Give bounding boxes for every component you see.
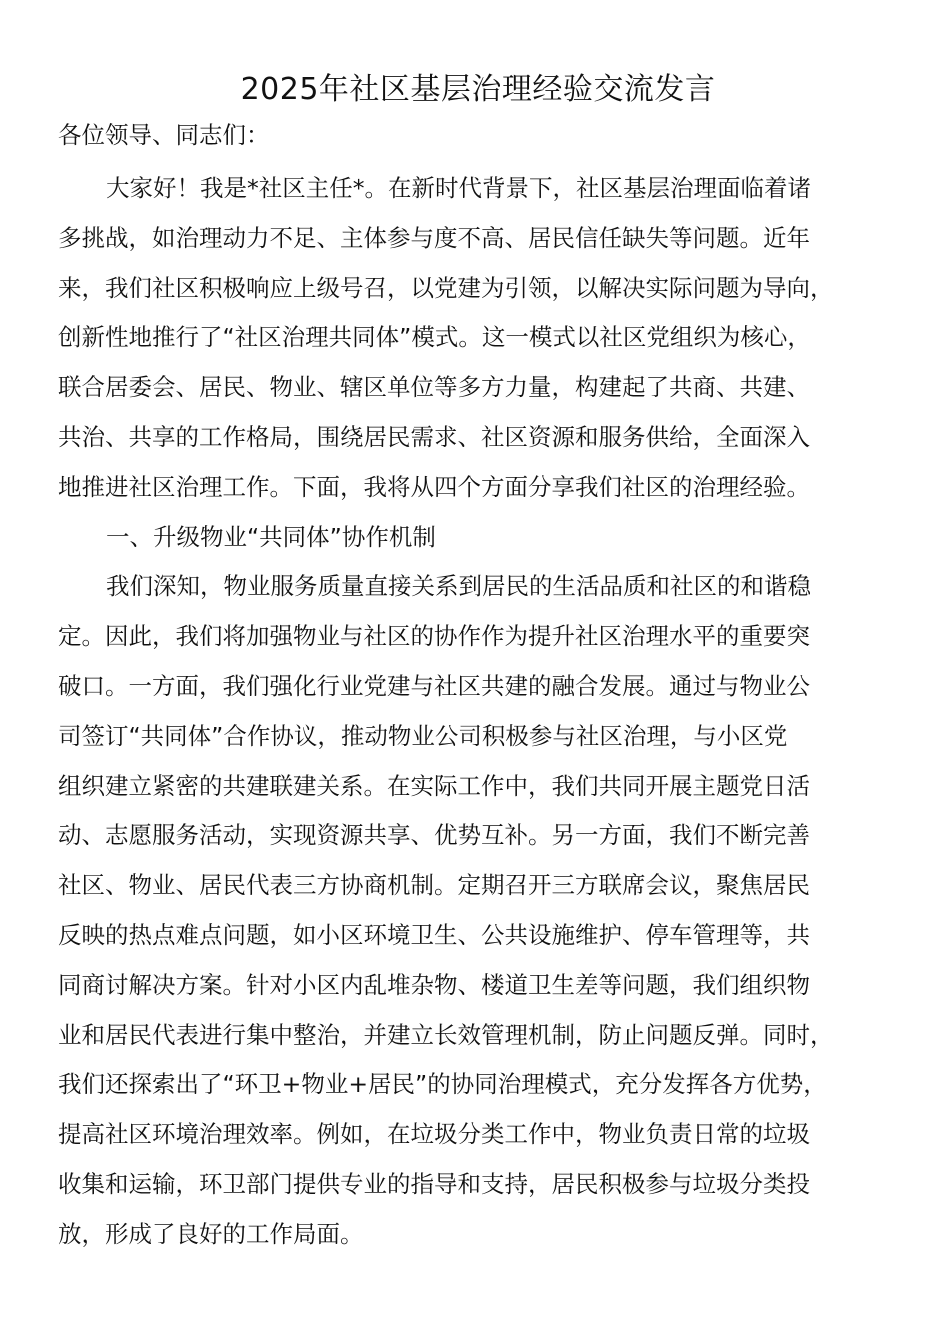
paragraph-line: 组织建立紧密的共建联建关系。在实际工作中，我们共同开展主题党日活 xyxy=(58,771,810,800)
paragraph-line: 提高社区环境治理效率。例如，在垃圾分类工作中，物业负责日常的垃圾 xyxy=(58,1120,810,1149)
paragraph-line: 来，我们社区积极响应上级号召，以党建为引领，以解决实际问题为导向， xyxy=(58,273,834,302)
paragraph-line: 共治、共享的工作格局，围绕居民需求、社区资源和服务供给，全面深入 xyxy=(58,422,810,451)
section-heading: 一、升级物业“共同体”协作机制 xyxy=(106,522,436,551)
document-page xyxy=(58,66,898,1260)
paragraph-line: 动、志愿服务活动，实现资源共享、优势互补。另一方面，我们不断完善 xyxy=(58,821,810,850)
paragraph-line: 定。因此，我们将加强物业与社区的协作作为提升社区治理水平的重要突 xyxy=(58,622,810,651)
paragraph-line: 破口。一方面，我们强化行业党建与社区共建的融合发展。通过与物业公 xyxy=(58,671,810,700)
paragraph-line: 反映的热点难点问题，如小区环境卫生、公共设施维护、停车管理等，共 xyxy=(58,920,810,949)
paragraph-line: 联合居委会、居民、物业、辖区单位等多方力量，构建起了共商、共建、 xyxy=(58,373,810,402)
paragraph-line: 同商讨解决方案。针对小区内乱堆杂物、楼道卫生差等问题，我们组织物 xyxy=(58,970,810,999)
paragraph-line: 创新性地推行了“社区治理共同体”模式。这一模式以社区党组织为核心， xyxy=(58,323,811,352)
paragraph-line: 地推进社区治理工作。下面，我将从四个方面分享我们社区的治理经验。 xyxy=(58,472,810,501)
paragraph-line: 放，形成了良好的工作局面。 xyxy=(58,1219,364,1248)
paragraph-line: 大家好！我是*社区主任*。在新时代背景下，社区基层治理面临着诸 xyxy=(106,174,811,202)
section-paragraph xyxy=(58,562,898,1259)
paragraph-line: 我们还探索出了“环卫+物业+居民”的协同治理模式，充分发挥各方优势， xyxy=(58,1070,827,1099)
paragraph-line: 社区、物业、居民代表三方协商机制。定期召开三方联席会议，聚焦居民 xyxy=(58,871,810,900)
salutation: 各位领导、同志们： xyxy=(58,121,270,149)
paragraph-line: 司签订“共同体”合作协议，推动物业公司积极参与社区治理，与小区党 xyxy=(58,721,788,750)
paragraph-line: 收集和运输，环卫部门提供专业的指导和支持，居民积极参与垃圾分类投 xyxy=(58,1169,810,1198)
paragraph-line: 业和居民代表进行集中整治，并建立长效管理机制，防止问题反弹。同时， xyxy=(58,1020,834,1049)
intro-paragraph xyxy=(58,164,898,513)
paragraph-line: 多挑战，如治理动力不足、主体参与度不高、居民信任缺失等问题。近年 xyxy=(58,223,810,252)
paragraph-line: 我们深知，物业服务质量直接关系到居民的生活品质和社区的和谐稳 xyxy=(106,572,811,601)
document-title: 2025年社区基层治理经验交流发言 xyxy=(240,72,716,107)
